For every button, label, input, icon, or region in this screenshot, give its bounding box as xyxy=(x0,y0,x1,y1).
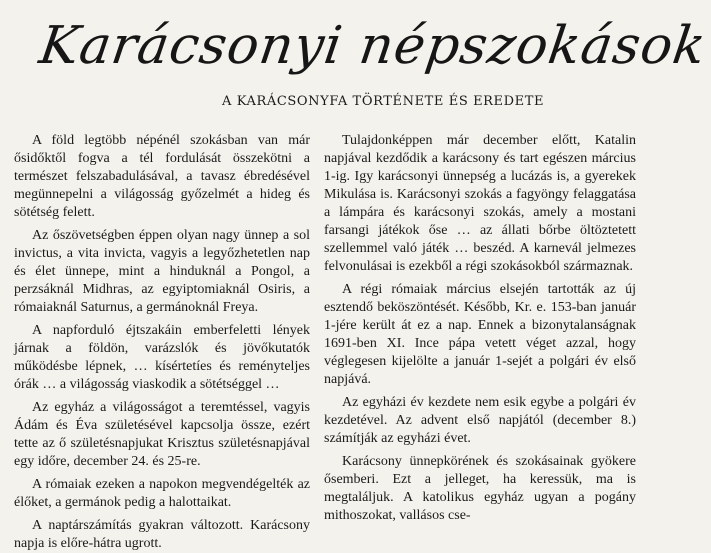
paragraph: Tulajdonképpen már december előtt, Katalin napjával kezdődik a karácsony és tart egészen március 1-ig. Igy karácsonyi ünnepség a lucázás is, a gyerekek Mikulása is. Karácsonyi szokás a fagyöngy felaggatása a lámpára és karácsonyi szokás, amely a mostani farsangi játékok őse … az állati bőrbe öltöztetett szellemmel való játék … beszéd. A karnevál jelmezes felvonulásai is ezekből a régi szokásokból származnak. xyxy=(324,133,636,274)
paragraph: Az egyházi év kezdete nem esik egybe a polgári év kezdetével. Az advent első napjától (december 8.) számítják az egyházi évet. xyxy=(324,395,636,446)
article-title: Karácsonyi népszokások xyxy=(35,16,711,76)
paragraph: A régi rómaiak március elsején tartották az új esztendő beköszöntését. Később, Kr. e. 153-ban január 1-jére került át ez a nap. Ennek a bizonytalanságnak 1691-ben XI. Ince pápa vetett véget azzal, hogy véglegesen kijelölte a január 1-sejét a polgári év első napjává. xyxy=(324,282,636,387)
paragraph: A rómaiak ezeken a napokon megvendégelték az élőket, a germánok pedig a halottaikat. xyxy=(14,477,310,510)
paragraph: A föld legtöbb népénél szokásban van már ősidőktől fogva a tél fordulását összekötni a természet felszabadulásával, a tavasz ébredésével megünnepelni a világosság győzelmét a hideg és sötétség felett. xyxy=(14,133,310,220)
right-column xyxy=(324,132,636,543)
paragraph: A naptárszámítás gyakran változott. Karácsony napja is előre-hátra ugrott. xyxy=(14,518,310,551)
paragraph: A napforduló éjtszakáin emberfeletti lények járnak a földön, varázslók és jövőkutatók működésbe lépnek, … kísértetíes és reményteljes órák … a világosság viaskodik a sötétséggel … xyxy=(14,323,310,392)
paragraph: Az egyház a világosságot a teremtéssel, vagyis Ádám és Éva születésével kapcsolja össze, ezért tette az ő születésnapjukat Krisztus születésnapjával egy időre, december 24. és 25-re. xyxy=(14,400,310,469)
left-column xyxy=(14,132,310,551)
article-subtitle: A KARÁCSONYFA TÖRTÉNETE ÉS EREDETE xyxy=(222,94,545,109)
paragraph: Karácsony ünnepkörének és szokásainak gyökere ősemberi. Ezt a jelleget, ha keressük, ma is megtaláljuk. A katolikus egyház ugyan a pogány mithoszokat, vallásos cse- xyxy=(324,454,636,523)
paragraph: Az őszövetségben éppen olyan nagy ünnep a sol invictus, a vita invicta, vagyis a legyőzhetetlen nap és élet ünnepe, mint a hinduknál a Pongol, a perzsáknál Midhras, az egyiptomiaknál Osiris, a rómaiaknál Saturnus, a germánoknál Freya. xyxy=(14,228,310,315)
